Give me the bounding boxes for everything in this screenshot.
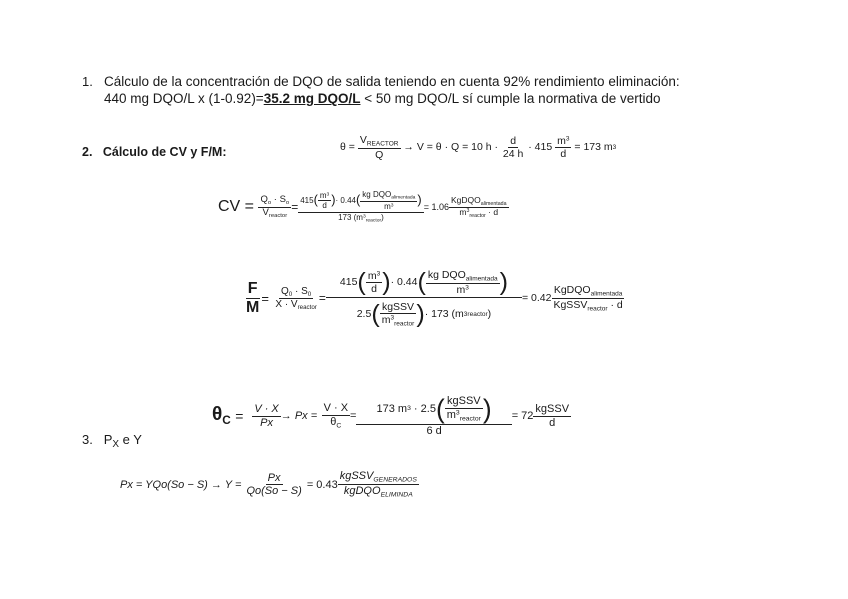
fraction: 415 ( $\frac{m^3}{d}$ ) · 0.44 ( $\frac{kg DQO_{alimentada}}{m^3}$ ) 2.5 ( $\frac{\text{kgSSV}}{m^3_{reactor}}$ ) · 173 (m 3 reactor ): [326, 268, 522, 329]
item-3-label: 3. $P_X$ e Y: [82, 432, 142, 450]
cv-equation: CV = $\frac{Q_o \cdot S_o}{V_{reactor}}$ = 415 ( $\frac{m^3}{d}$ ) · 0.44 ( $\frac{kg DQO_{alimentada}}{m^3}$ ) 173 $(m^3_{reactor})$ = 1.06 $\frac{KgDQO_{alimentada}}{m^3_{reactor} \cdot d}$: [218, 190, 507, 224]
fraction: 173 m 3 · 2.5 ( $\frac{\text{kgSSV}}{m^3_{reactor}}$ ) 6 d: [356, 394, 511, 438]
fraction: 415 ( $\frac{m^3}{d}$ ) · 0.44 ( $\frac{kg DQO_{alimentada}}{m^3}$ ) 173 $(m^3_{reactor})$: [300, 190, 422, 224]
fm-equation: $\frac{F}{M}$ = $\frac{Q_0 \cdot S_0}{X \cdot V_{reactor}}$ = 415 ( $\frac{m^3}{d}$ ) · 0.44 ( $\frac{kg DQO_{alimentada}}{m^3}$ ) 2.5 ( $\frac{\text{kgSSV}}{m^3_{reactor}}$ ) · 173 (m 3 reactor ) = 0.42 $\frac{KgDQO_{alimentada}}{KgSSV_{reactor} \cdot d}$: [246, 268, 623, 328]
fm-ratio: $\frac{F}{M}$: [246, 279, 260, 316]
theta-equation: θ = $\frac{V_{REACTOR}}{Q}$ → V = θ · Q = 10 h · $\frac{d}{24 h}$ · 415 $\frac{m^3}{d}$ = 173 m 3: [340, 134, 617, 161]
fraction: $\frac{KgDQO_{alimentada}}{KgSSV_{reactor} \cdot d}$: [553, 284, 623, 313]
fraction: $\frac{V_{REACTOR}}{Q}$: [359, 134, 399, 161]
fraction: $\frac{d}{24 h}$: [502, 134, 524, 160]
fraction: $\frac{m^3}{d}$: [557, 134, 570, 160]
item-1: [82, 74, 93, 89]
item-1-number: 1.: [82, 74, 93, 89]
item-2-label: 2. Cálculo de CV y F/M:: [82, 145, 227, 159]
fraction: $\frac{V \cdot X}{Px}$: [254, 402, 279, 429]
item-1-line1: Cálculo de la concentración de DQO de salida teniendo en cuenta 92% rendimiento eliminación:: [104, 74, 680, 89]
theta-c-equation: $\theta_C$ = $\frac{V \cdot X}{Px}$ → Px = $\frac{V \cdot X}{\theta_C}$ = 173 m 3 · 2.5 ( $\frac{\text{kgSSV}}{m^3_{reactor}}$ ) 6 d = 72 $\frac{\text{kgSSV}}{d}$: [212, 394, 570, 438]
fraction: $\frac{Q_o \cdot S_o}{V_{reactor}}$: [260, 193, 290, 219]
fraction: $\frac{Q_0 \cdot S_0}{X \cdot V_{reactor}}$: [275, 285, 317, 312]
result-highlight: 35.2 mg DQO/L: [263, 91, 361, 106]
fraction: $\frac{kgSSV_{GENERADOS}}{kgDQO_{ELIMINDA}}$: [339, 470, 417, 499]
theta-c-symbol: $\theta_C$: [212, 404, 231, 428]
item-1-line2: 440 mg DQO/L x (1-0.92)=35.2 mg DQO/L < 50 mg DQO/L sí cumple la normativa de vertido: [104, 91, 661, 106]
yield-equation: Px = YQo(So − S) → Y = $\frac{Px}{Qo(So - S)}$ = 0.43 $\frac{kgSSV_{GENERADOS}}{kgDQO_{ELIMINDA}}$: [120, 470, 417, 499]
fraction: $\frac{KgDQO_{alimentada}}{m^3_{reactor} \cdot d}$: [450, 194, 507, 219]
fraction: $\frac{\text{kgSSV}}{d}$: [535, 402, 570, 429]
fraction: $\frac{Px}{Qo(So - S)}$: [246, 471, 302, 498]
fraction: $\frac{V \cdot X}{\theta_C}$: [323, 402, 349, 430]
